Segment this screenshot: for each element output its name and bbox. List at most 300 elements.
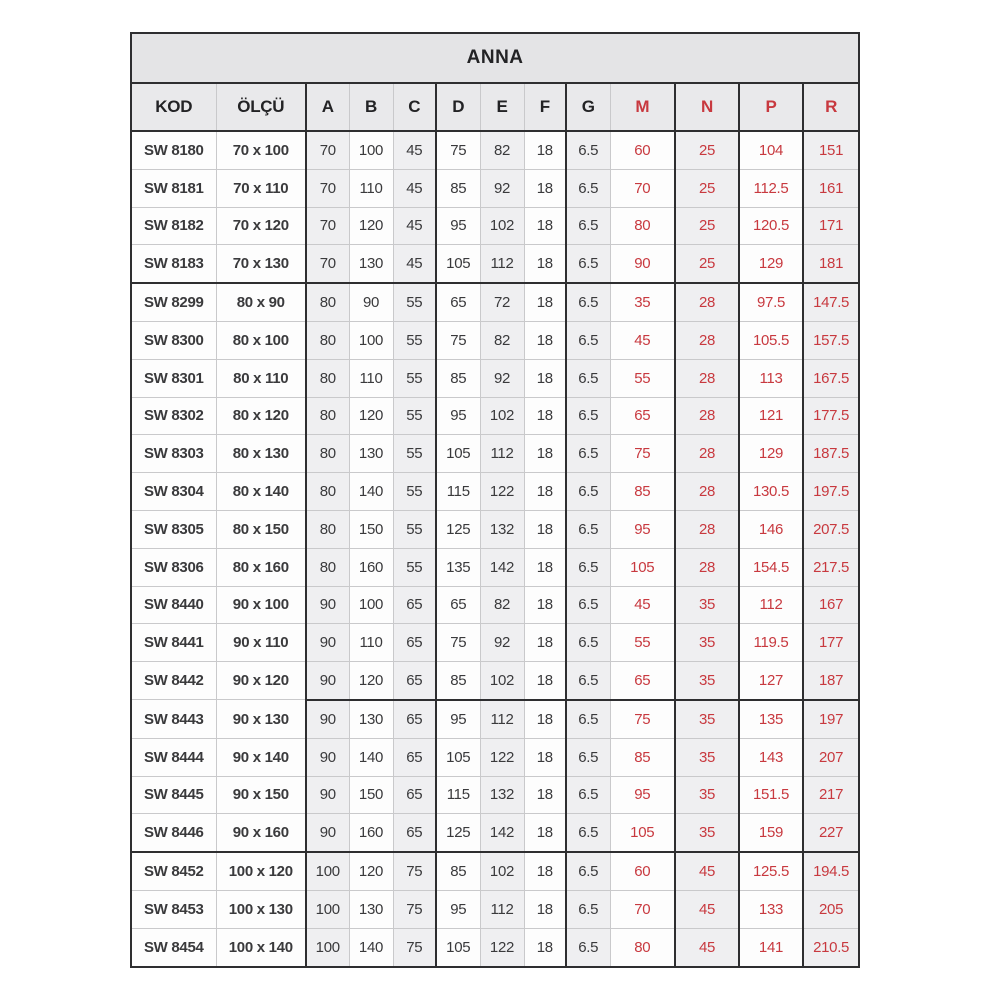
cell-olcu: 80 x 120 <box>216 397 306 435</box>
cell-e: 122 <box>480 473 524 511</box>
cell-m: 70 <box>610 169 675 207</box>
table-row <box>131 131 859 169</box>
cell-f: 18 <box>524 283 566 321</box>
cell-e: 92 <box>480 359 524 397</box>
cell-c: 45 <box>393 245 436 283</box>
cell-g: 6.5 <box>566 245 610 283</box>
cell-n: 45 <box>675 852 739 890</box>
cell-g: 6.5 <box>566 928 610 966</box>
cell-p: 97.5 <box>739 283 803 321</box>
cell-d: 105 <box>436 245 480 283</box>
table-row <box>131 662 859 700</box>
cell-p: 125.5 <box>739 852 803 890</box>
cell-r: 207 <box>803 738 859 776</box>
cell-r: 187 <box>803 662 859 700</box>
cell-kod: SW 8454 <box>131 928 216 966</box>
cell-g: 6.5 <box>566 207 610 245</box>
product-spec-table <box>130 32 860 968</box>
cell-m: 95 <box>610 776 675 814</box>
cell-a: 80 <box>306 321 349 359</box>
cell-a: 80 <box>306 548 349 586</box>
cell-e: 82 <box>480 131 524 169</box>
column-header-n: N <box>675 83 739 131</box>
cell-c: 55 <box>393 435 436 473</box>
cell-olcu: 80 x 160 <box>216 548 306 586</box>
cell-g: 6.5 <box>566 662 610 700</box>
table-row <box>131 473 859 511</box>
cell-r: 194.5 <box>803 852 859 890</box>
cell-p: 141 <box>739 928 803 966</box>
column-header-e: E <box>480 83 524 131</box>
cell-a: 90 <box>306 662 349 700</box>
cell-f: 18 <box>524 548 566 586</box>
cell-m: 85 <box>610 473 675 511</box>
cell-b: 100 <box>349 586 393 624</box>
table-row <box>131 700 859 738</box>
cell-g: 6.5 <box>566 435 610 473</box>
cell-olcu: 80 x 90 <box>216 283 306 321</box>
cell-d: 125 <box>436 814 480 852</box>
cell-f: 18 <box>524 700 566 738</box>
cell-m: 35 <box>610 283 675 321</box>
cell-e: 102 <box>480 662 524 700</box>
cell-a: 100 <box>306 928 349 966</box>
cell-f: 18 <box>524 662 566 700</box>
cell-m: 55 <box>610 359 675 397</box>
cell-c: 65 <box>393 738 436 776</box>
cell-m: 105 <box>610 814 675 852</box>
cell-d: 85 <box>436 359 480 397</box>
header-row <box>131 83 859 131</box>
cell-a: 80 <box>306 283 349 321</box>
cell-a: 80 <box>306 435 349 473</box>
cell-f: 18 <box>524 890 566 928</box>
cell-r: 147.5 <box>803 283 859 321</box>
cell-g: 6.5 <box>566 814 610 852</box>
cell-olcu: 90 x 140 <box>216 738 306 776</box>
table-row <box>131 852 859 890</box>
cell-c: 65 <box>393 586 436 624</box>
cell-m: 60 <box>610 852 675 890</box>
cell-m: 65 <box>610 662 675 700</box>
cell-c: 55 <box>393 321 436 359</box>
cell-r: 167 <box>803 586 859 624</box>
cell-kod: SW 8306 <box>131 548 216 586</box>
cell-n: 35 <box>675 738 739 776</box>
cell-n: 28 <box>675 397 739 435</box>
cell-a: 70 <box>306 207 349 245</box>
cell-g: 6.5 <box>566 700 610 738</box>
cell-kod: SW 8445 <box>131 776 216 814</box>
cell-n: 28 <box>675 510 739 548</box>
cell-g: 6.5 <box>566 473 610 511</box>
cell-e: 82 <box>480 321 524 359</box>
cell-g: 6.5 <box>566 548 610 586</box>
cell-d: 75 <box>436 624 480 662</box>
cell-kod: SW 8440 <box>131 586 216 624</box>
cell-m: 60 <box>610 131 675 169</box>
cell-m: 45 <box>610 586 675 624</box>
cell-kod: SW 8443 <box>131 700 216 738</box>
cell-a: 90 <box>306 586 349 624</box>
table-body <box>131 131 859 967</box>
cell-kod: SW 8299 <box>131 283 216 321</box>
cell-b: 130 <box>349 435 393 473</box>
column-header-g: G <box>566 83 610 131</box>
table-title: ANNA <box>131 33 859 83</box>
column-header-olcu: ÖLÇÜ <box>216 83 306 131</box>
cell-d: 115 <box>436 473 480 511</box>
cell-r: 151 <box>803 131 859 169</box>
cell-g: 6.5 <box>566 586 610 624</box>
cell-g: 6.5 <box>566 890 610 928</box>
cell-c: 65 <box>393 662 436 700</box>
cell-olcu: 70 x 100 <box>216 131 306 169</box>
cell-p: 105.5 <box>739 321 803 359</box>
table-row <box>131 548 859 586</box>
cell-c: 55 <box>393 510 436 548</box>
cell-olcu: 100 x 140 <box>216 928 306 966</box>
cell-m: 45 <box>610 321 675 359</box>
cell-p: 159 <box>739 814 803 852</box>
cell-r: 227 <box>803 814 859 852</box>
cell-e: 122 <box>480 928 524 966</box>
cell-d: 105 <box>436 435 480 473</box>
cell-kod: SW 8453 <box>131 890 216 928</box>
column-header-kod: KOD <box>131 83 216 131</box>
cell-kod: SW 8305 <box>131 510 216 548</box>
cell-f: 18 <box>524 776 566 814</box>
cell-a: 70 <box>306 245 349 283</box>
cell-d: 85 <box>436 169 480 207</box>
cell-olcu: 70 x 110 <box>216 169 306 207</box>
cell-b: 150 <box>349 510 393 548</box>
column-header-f: F <box>524 83 566 131</box>
cell-a: 70 <box>306 169 349 207</box>
cell-d: 135 <box>436 548 480 586</box>
cell-m: 75 <box>610 700 675 738</box>
cell-b: 120 <box>349 207 393 245</box>
cell-g: 6.5 <box>566 510 610 548</box>
cell-e: 142 <box>480 548 524 586</box>
cell-a: 100 <box>306 890 349 928</box>
cell-a: 80 <box>306 510 349 548</box>
cell-kod: SW 8181 <box>131 169 216 207</box>
cell-olcu: 100 x 120 <box>216 852 306 890</box>
cell-g: 6.5 <box>566 131 610 169</box>
cell-a: 80 <box>306 473 349 511</box>
cell-olcu: 90 x 110 <box>216 624 306 662</box>
cell-m: 90 <box>610 245 675 283</box>
cell-e: 102 <box>480 852 524 890</box>
cell-kod: SW 8183 <box>131 245 216 283</box>
cell-a: 90 <box>306 814 349 852</box>
cell-r: 197 <box>803 700 859 738</box>
cell-kod: SW 8302 <box>131 397 216 435</box>
cell-d: 95 <box>436 397 480 435</box>
column-header-m: M <box>610 83 675 131</box>
table-row <box>131 624 859 662</box>
cell-f: 18 <box>524 928 566 966</box>
cell-n: 35 <box>675 700 739 738</box>
cell-f: 18 <box>524 814 566 852</box>
cell-b: 140 <box>349 928 393 966</box>
cell-olcu: 80 x 110 <box>216 359 306 397</box>
cell-e: 112 <box>480 890 524 928</box>
cell-p: 112.5 <box>739 169 803 207</box>
cell-e: 102 <box>480 207 524 245</box>
cell-p: 113 <box>739 359 803 397</box>
cell-d: 65 <box>436 586 480 624</box>
cell-e: 132 <box>480 776 524 814</box>
cell-n: 28 <box>675 435 739 473</box>
cell-m: 65 <box>610 397 675 435</box>
cell-d: 115 <box>436 776 480 814</box>
cell-a: 100 <box>306 852 349 890</box>
cell-f: 18 <box>524 473 566 511</box>
table-row <box>131 207 859 245</box>
cell-c: 75 <box>393 890 436 928</box>
cell-olcu: 80 x 130 <box>216 435 306 473</box>
cell-b: 120 <box>349 852 393 890</box>
cell-e: 82 <box>480 586 524 624</box>
cell-e: 132 <box>480 510 524 548</box>
cell-f: 18 <box>524 359 566 397</box>
cell-a: 70 <box>306 131 349 169</box>
cell-f: 18 <box>524 852 566 890</box>
cell-f: 18 <box>524 624 566 662</box>
cell-a: 90 <box>306 700 349 738</box>
cell-d: 95 <box>436 700 480 738</box>
cell-d: 75 <box>436 321 480 359</box>
cell-b: 130 <box>349 245 393 283</box>
cell-n: 25 <box>675 245 739 283</box>
cell-r: 157.5 <box>803 321 859 359</box>
cell-m: 105 <box>610 548 675 586</box>
cell-c: 65 <box>393 700 436 738</box>
cell-kod: SW 8300 <box>131 321 216 359</box>
cell-e: 92 <box>480 624 524 662</box>
cell-p: 121 <box>739 397 803 435</box>
cell-r: 187.5 <box>803 435 859 473</box>
cell-n: 28 <box>675 321 739 359</box>
cell-c: 65 <box>393 624 436 662</box>
cell-f: 18 <box>524 245 566 283</box>
table-row <box>131 928 859 966</box>
cell-c: 45 <box>393 207 436 245</box>
cell-n: 25 <box>675 207 739 245</box>
cell-olcu: 90 x 160 <box>216 814 306 852</box>
cell-p: 133 <box>739 890 803 928</box>
cell-g: 6.5 <box>566 738 610 776</box>
cell-r: 207.5 <box>803 510 859 548</box>
cell-c: 75 <box>393 928 436 966</box>
cell-e: 72 <box>480 283 524 321</box>
cell-p: 129 <box>739 245 803 283</box>
cell-b: 130 <box>349 700 393 738</box>
cell-olcu: 90 x 120 <box>216 662 306 700</box>
column-header-a: A <box>306 83 349 131</box>
cell-c: 45 <box>393 169 436 207</box>
cell-d: 65 <box>436 283 480 321</box>
cell-n: 28 <box>675 283 739 321</box>
table-row <box>131 435 859 473</box>
cell-m: 95 <box>610 510 675 548</box>
cell-p: 119.5 <box>739 624 803 662</box>
table-row <box>131 586 859 624</box>
cell-p: 154.5 <box>739 548 803 586</box>
cell-p: 135 <box>739 700 803 738</box>
cell-a: 80 <box>306 397 349 435</box>
cell-n: 28 <box>675 548 739 586</box>
table-row <box>131 814 859 852</box>
cell-n: 28 <box>675 359 739 397</box>
table-row <box>131 359 859 397</box>
cell-g: 6.5 <box>566 359 610 397</box>
cell-p: 151.5 <box>739 776 803 814</box>
cell-b: 160 <box>349 548 393 586</box>
cell-n: 25 <box>675 131 739 169</box>
cell-n: 35 <box>675 624 739 662</box>
cell-d: 95 <box>436 207 480 245</box>
cell-d: 75 <box>436 131 480 169</box>
cell-f: 18 <box>524 321 566 359</box>
cell-olcu: 100 x 130 <box>216 890 306 928</box>
cell-n: 35 <box>675 776 739 814</box>
cell-p: 120.5 <box>739 207 803 245</box>
table-row <box>131 283 859 321</box>
cell-g: 6.5 <box>566 397 610 435</box>
cell-n: 35 <box>675 814 739 852</box>
cell-r: 217 <box>803 776 859 814</box>
cell-r: 197.5 <box>803 473 859 511</box>
cell-b: 100 <box>349 131 393 169</box>
cell-g: 6.5 <box>566 283 610 321</box>
cell-b: 110 <box>349 169 393 207</box>
cell-e: 122 <box>480 738 524 776</box>
cell-n: 35 <box>675 662 739 700</box>
cell-c: 75 <box>393 852 436 890</box>
cell-c: 65 <box>393 814 436 852</box>
cell-d: 95 <box>436 890 480 928</box>
cell-e: 112 <box>480 435 524 473</box>
cell-m: 70 <box>610 890 675 928</box>
cell-olcu: 90 x 130 <box>216 700 306 738</box>
cell-olcu: 70 x 120 <box>216 207 306 245</box>
cell-n: 35 <box>675 586 739 624</box>
cell-f: 18 <box>524 131 566 169</box>
cell-r: 210.5 <box>803 928 859 966</box>
cell-b: 90 <box>349 283 393 321</box>
cell-b: 110 <box>349 359 393 397</box>
cell-c: 55 <box>393 359 436 397</box>
cell-n: 28 <box>675 473 739 511</box>
cell-e: 112 <box>480 245 524 283</box>
cell-n: 45 <box>675 890 739 928</box>
cell-e: 142 <box>480 814 524 852</box>
cell-olcu: 90 x 150 <box>216 776 306 814</box>
cell-kod: SW 8180 <box>131 131 216 169</box>
cell-kod: SW 8441 <box>131 624 216 662</box>
cell-olcu: 80 x 140 <box>216 473 306 511</box>
cell-b: 110 <box>349 624 393 662</box>
cell-b: 120 <box>349 397 393 435</box>
cell-f: 18 <box>524 207 566 245</box>
cell-p: 104 <box>739 131 803 169</box>
cell-d: 85 <box>436 852 480 890</box>
cell-olcu: 80 x 150 <box>216 510 306 548</box>
cell-r: 177.5 <box>803 397 859 435</box>
cell-r: 181 <box>803 245 859 283</box>
cell-a: 80 <box>306 359 349 397</box>
cell-e: 92 <box>480 169 524 207</box>
cell-d: 105 <box>436 738 480 776</box>
cell-f: 18 <box>524 586 566 624</box>
cell-olcu: 80 x 100 <box>216 321 306 359</box>
cell-b: 130 <box>349 890 393 928</box>
cell-p: 143 <box>739 738 803 776</box>
cell-kod: SW 8303 <box>131 435 216 473</box>
table-row <box>131 169 859 207</box>
cell-r: 177 <box>803 624 859 662</box>
cell-m: 80 <box>610 928 675 966</box>
column-header-p: P <box>739 83 803 131</box>
cell-f: 18 <box>524 738 566 776</box>
cell-kod: SW 8442 <box>131 662 216 700</box>
cell-n: 45 <box>675 928 739 966</box>
cell-b: 140 <box>349 473 393 511</box>
cell-f: 18 <box>524 435 566 473</box>
cell-r: 167.5 <box>803 359 859 397</box>
cell-d: 105 <box>436 928 480 966</box>
cell-a: 90 <box>306 776 349 814</box>
column-header-d: D <box>436 83 480 131</box>
cell-m: 75 <box>610 435 675 473</box>
cell-p: 130.5 <box>739 473 803 511</box>
cell-e: 112 <box>480 700 524 738</box>
cell-b: 120 <box>349 662 393 700</box>
cell-kod: SW 8304 <box>131 473 216 511</box>
cell-kod: SW 8301 <box>131 359 216 397</box>
cell-b: 100 <box>349 321 393 359</box>
cell-n: 25 <box>675 169 739 207</box>
cell-olcu: 70 x 130 <box>216 245 306 283</box>
table-row <box>131 321 859 359</box>
cell-p: 129 <box>739 435 803 473</box>
cell-d: 125 <box>436 510 480 548</box>
cell-c: 55 <box>393 283 436 321</box>
cell-c: 55 <box>393 397 436 435</box>
cell-c: 65 <box>393 776 436 814</box>
column-header-c: C <box>393 83 436 131</box>
cell-g: 6.5 <box>566 169 610 207</box>
cell-d: 85 <box>436 662 480 700</box>
cell-olcu: 90 x 100 <box>216 586 306 624</box>
cell-f: 18 <box>524 169 566 207</box>
table-row <box>131 510 859 548</box>
table-row <box>131 776 859 814</box>
cell-g: 6.5 <box>566 776 610 814</box>
cell-a: 90 <box>306 624 349 662</box>
cell-m: 80 <box>610 207 675 245</box>
cell-m: 85 <box>610 738 675 776</box>
cell-r: 217.5 <box>803 548 859 586</box>
table-row <box>131 890 859 928</box>
cell-a: 90 <box>306 738 349 776</box>
cell-e: 102 <box>480 397 524 435</box>
cell-p: 146 <box>739 510 803 548</box>
cell-g: 6.5 <box>566 321 610 359</box>
